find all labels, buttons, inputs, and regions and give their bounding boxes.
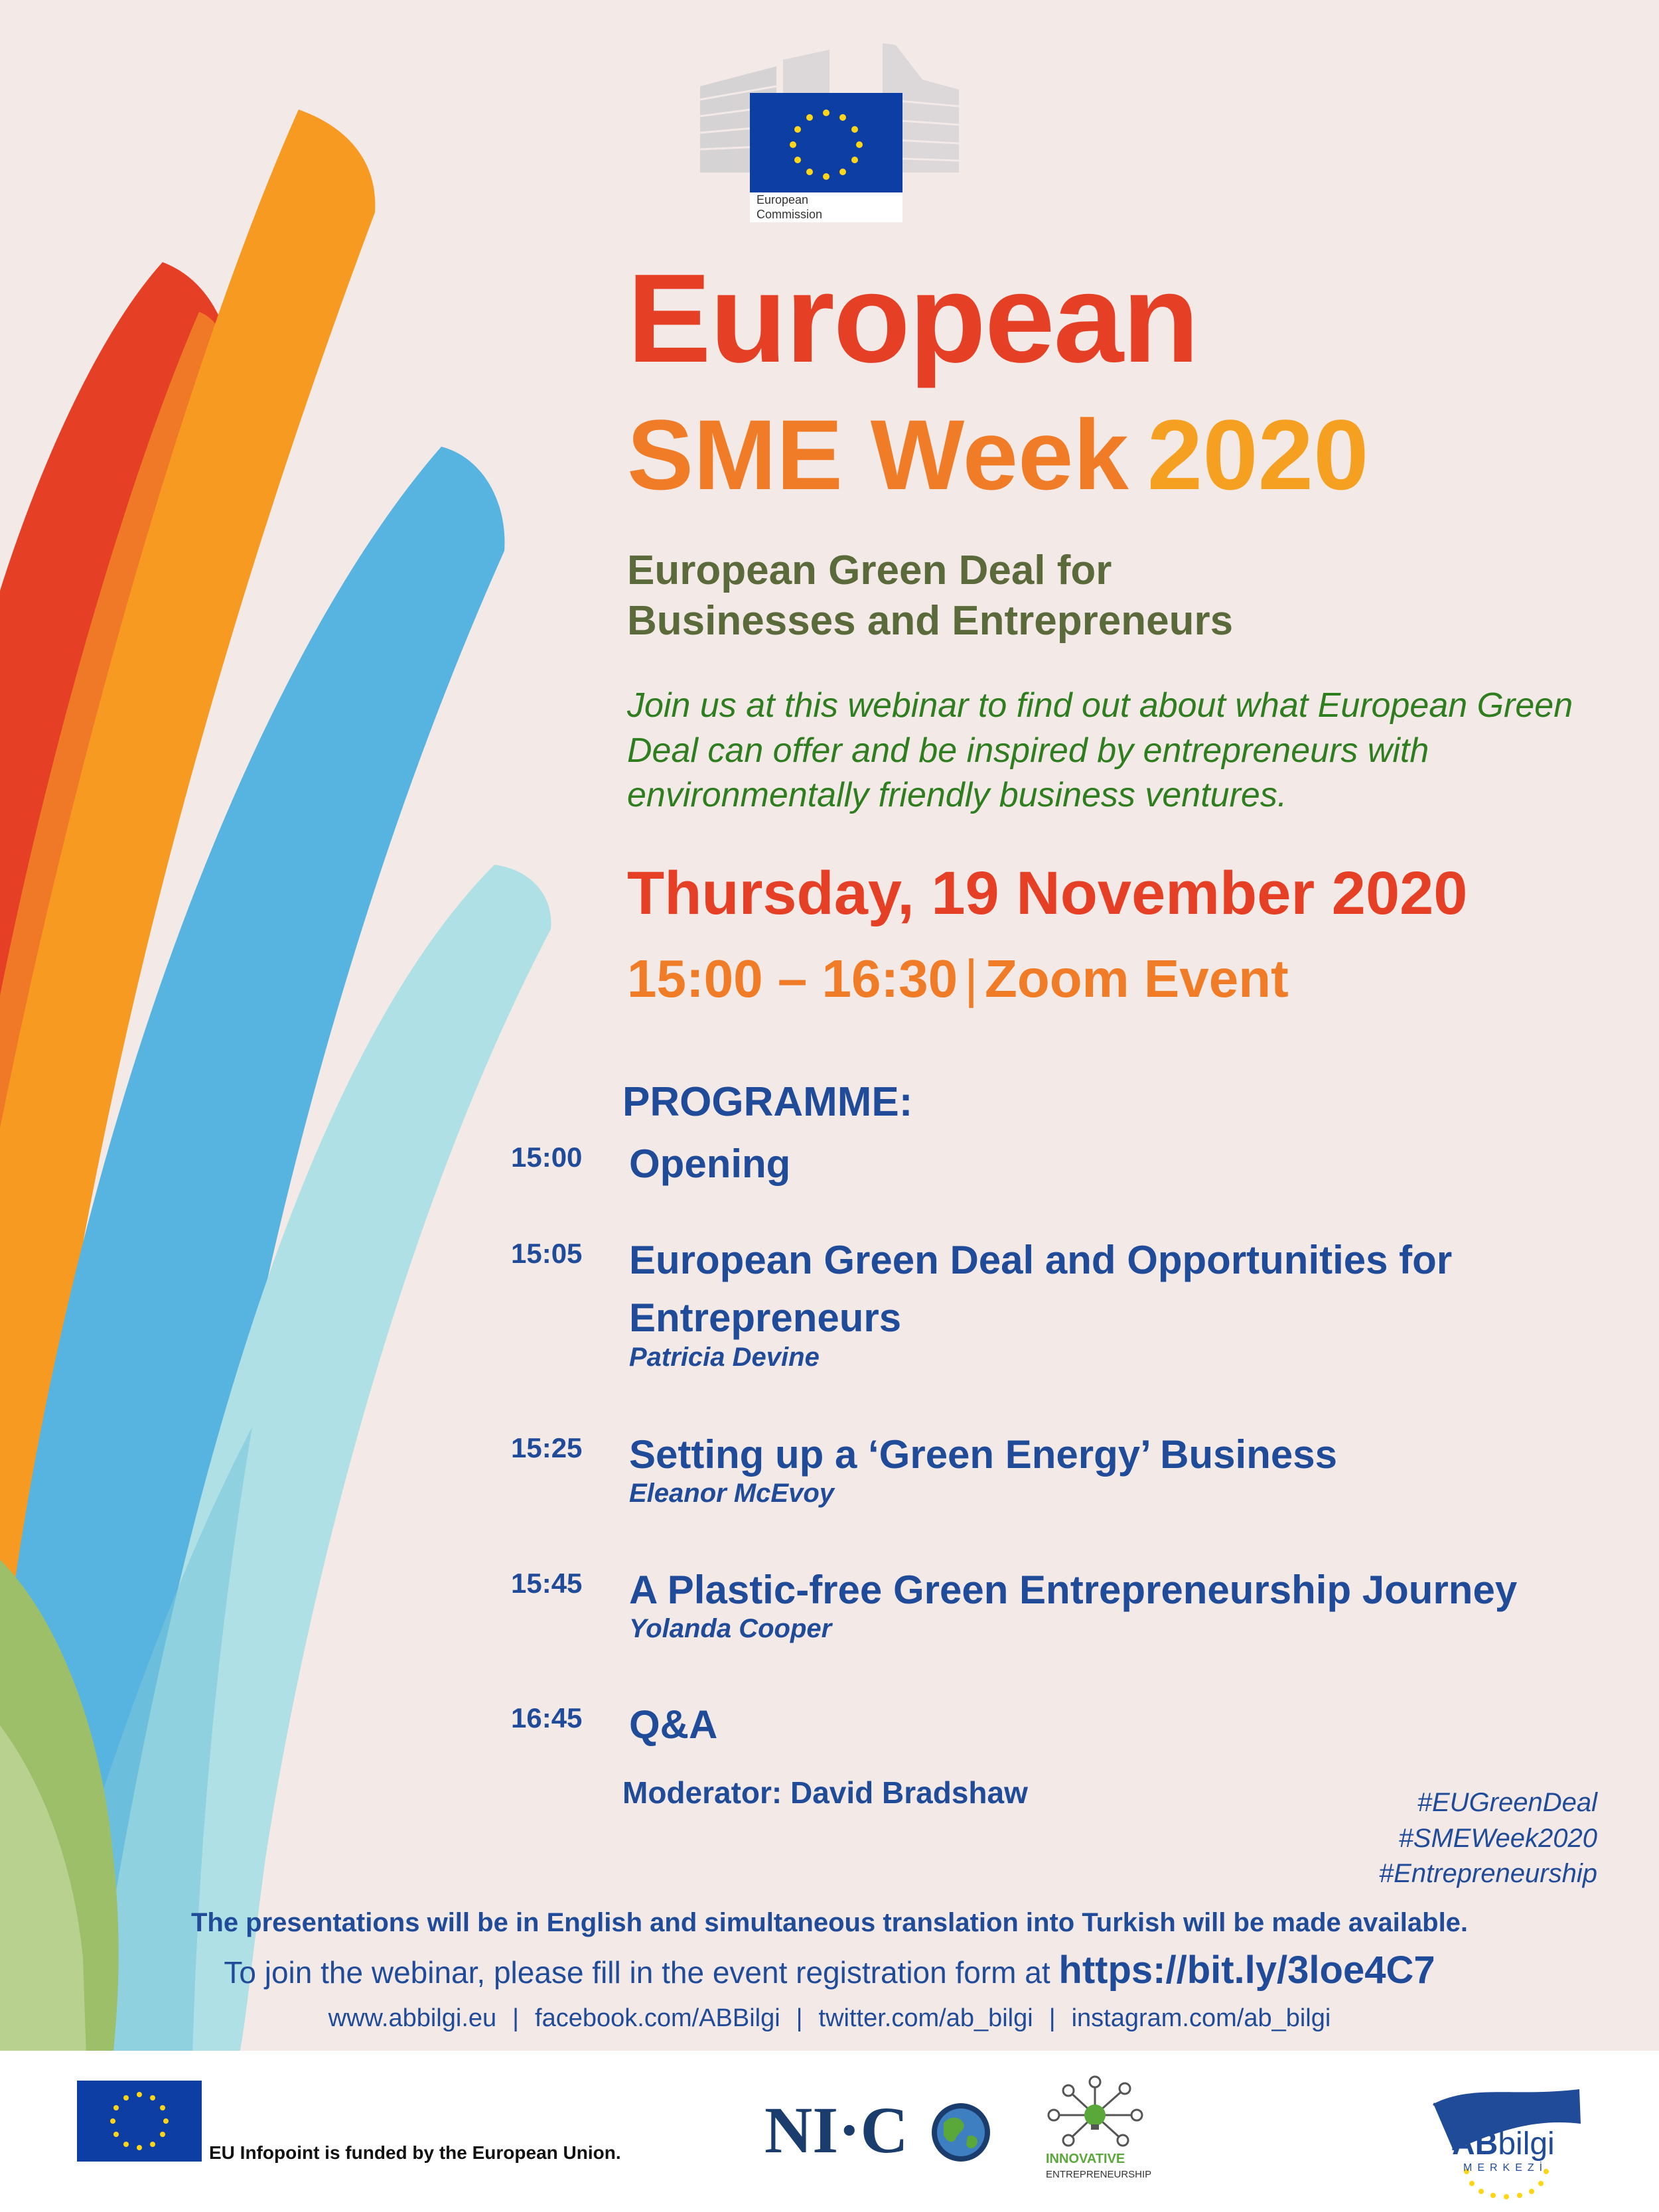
hashtag[interactable]: #SMEWeek2020: [1398, 1823, 1597, 1853]
link-twitter[interactable]: twitter.com/ab_bilgi: [818, 2004, 1033, 2032]
programme-title: Opening: [629, 1142, 791, 1186]
subtitle-line2: Businesses and Entrepreneurs: [627, 597, 1234, 644]
moderator: Moderator: David Bradshaw: [622, 1775, 1028, 1810]
subtitle: [627, 546, 1556, 646]
link-facebook[interactable]: facebook.com/ABBilgi: [535, 2004, 780, 2032]
decorative-ribbons: [0, 0, 730, 2057]
abbilgi-rest: bilgi: [1498, 2126, 1555, 2162]
programme-heading: PROGRAMME:: [622, 1079, 913, 1125]
funded-note: EU Infopoint is funded by the European Union.: [209, 2142, 621, 2163]
programme-time: 15:00: [511, 1142, 583, 1173]
title-sme-week-text: SME Week: [627, 399, 1129, 510]
eu-flag-icon: [750, 93, 902, 192]
registration-line: [0, 1948, 1659, 1992]
programme-time: 16:45: [511, 1702, 583, 1733]
programme-title: A Plastic-free Green Entrepreneurship Journey: [629, 1568, 1518, 1612]
registration-link[interactable]: https://bit.ly/3loe4C7: [1058, 1949, 1435, 1992]
abbilgi-subtitle: MERKEZİ: [1463, 2162, 1548, 2174]
event-venue: Zoom Event: [984, 949, 1289, 1008]
footer: [0, 2051, 1659, 2212]
title-year: 2020: [1147, 399, 1369, 510]
hashtags: [1379, 1785, 1597, 1892]
link-separator: |: [1048, 2004, 1056, 2032]
event-time-venue: [627, 949, 1289, 1008]
network-bulb-icon: [1042, 2074, 1148, 2154]
hashtag[interactable]: #Entrepreneurship: [1378, 1859, 1597, 1889]
title-sme-week: [627, 399, 1369, 510]
hashtag[interactable]: #EUGreenDeal: [1417, 1788, 1597, 1817]
link-website[interactable]: www.abbilgi.eu: [328, 2004, 497, 2032]
link-separator: |: [512, 2004, 520, 2032]
programme-time: 15:45: [511, 1568, 583, 1599]
programme-speaker: Patricia Devine: [629, 1343, 820, 1372]
language-note: The presentations will be in English and simultaneous translation into Turkish will be made available.: [190, 1908, 1469, 1937]
abbilgi-logo-text: [1452, 2126, 1555, 2162]
programme-title: Setting up a ‘Green Energy’ Business: [629, 1432, 1337, 1477]
registration-text: To join the webinar, please fill in the event registration form at: [224, 1955, 1050, 1990]
programme-speaker: Yolanda Cooper: [629, 1614, 832, 1643]
programme-title: Q&A: [629, 1702, 718, 1747]
programme-time: 15:25: [511, 1432, 583, 1463]
programme-title: European Green Deal and Opportunities for Entrepreneurs: [629, 1238, 1453, 1340]
european-commission-logo: [697, 40, 962, 226]
programme-speaker: Eleanor McEvoy: [629, 1479, 835, 1508]
globe-icon: [929, 2101, 993, 2164]
link-instagram[interactable]: instagram.com/ab_bilgi: [1071, 2004, 1331, 2032]
title-european: European: [627, 248, 1198, 389]
link-separator: |: [796, 2004, 803, 2032]
entrepreneurship-label: ENTREPRENEURSHIP: [1046, 2169, 1152, 2180]
nico-logo-text: NI·C: [764, 2093, 908, 2167]
event-date: Thursday, 19 November 2020: [627, 859, 1468, 927]
innovative-label: INNOVATIVE: [1046, 2152, 1125, 2166]
event-time: 15:00 – 16:30: [627, 949, 958, 1008]
issuer-line2: Commission: [757, 208, 823, 221]
programme-time: 15:05: [511, 1238, 583, 1269]
subtitle-line1: European Green Deal for: [627, 548, 1112, 593]
abbilgi-ab: AB: [1452, 2126, 1498, 2162]
eu-flag-icon: [77, 2081, 202, 2162]
social-links: [0, 2004, 1659, 2033]
intro-text: Join us at this webinar to find out about what European Green Deal can offer and be inspired by entrepreneurs with environmentally friendly business ventures.: [627, 686, 1573, 815]
issuer-line1: European: [757, 193, 809, 206]
event-separator: |: [964, 949, 978, 1008]
